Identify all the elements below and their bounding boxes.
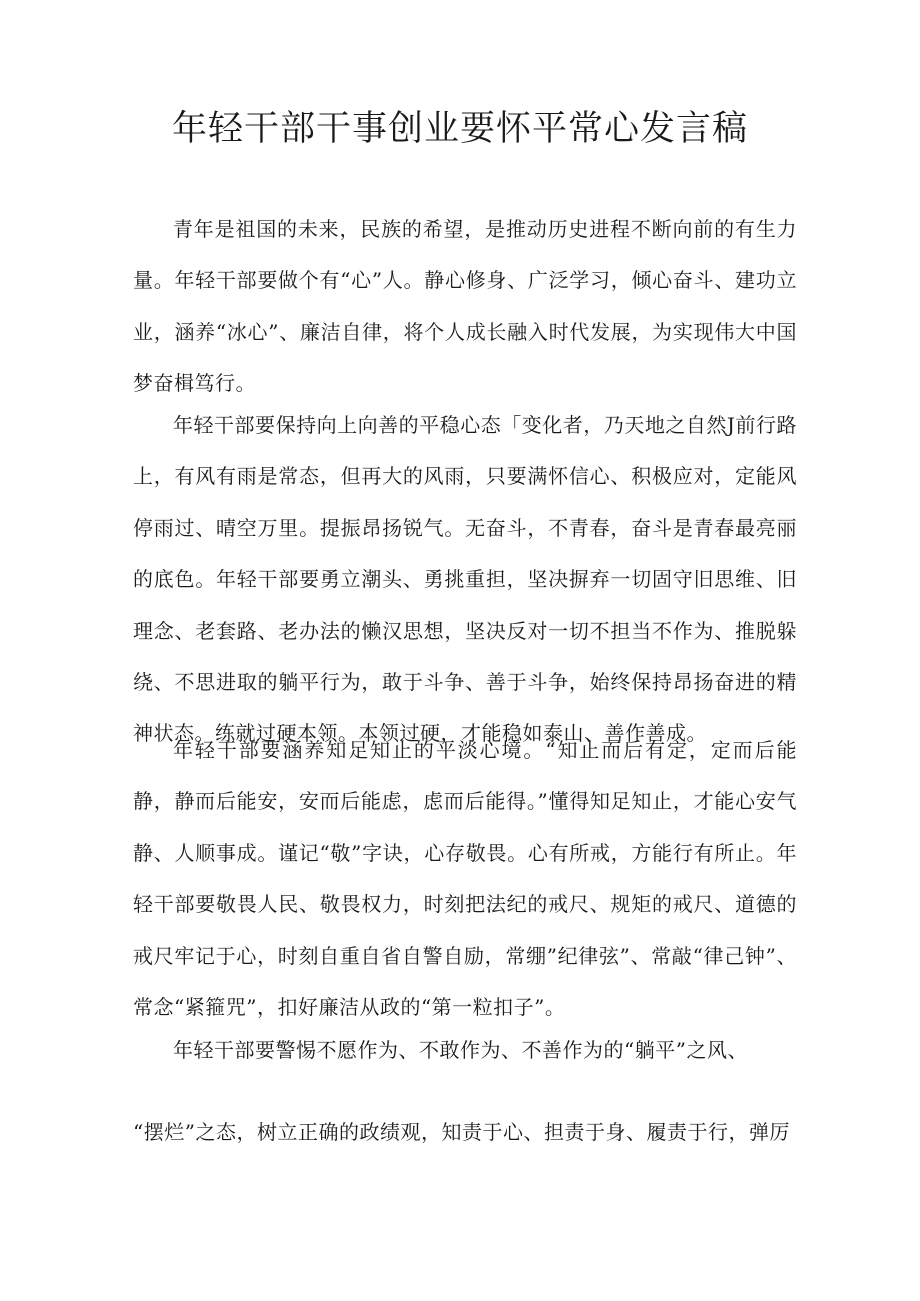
paragraph-5: “摆烂”之态，树立正确的政绩观，知责于心、担责于身、履责于行，弹厉 [133,1120,790,1144]
paragraph-4: 年轻干部要警惕不愿作为、不敢作为、不善作为的“躺平”之风、 [173,1038,748,1062]
document-title: 年轻干部干事创业要怀平常心发言稿 [171,109,748,149]
paragraph-2: 年轻干部要保持向上向善的平稳心态「变化者，乃天地之自然J前行路上，有风有雨是常态，但再大的风雨，只要满怀信心、积极应对，定能风停雨过、晴空万里。提振昂扬锐气。无奋斗，不青春，奋斗是青春最亮丽的底色。年轻干部要勇立潮头、勇挑重担，坚决摒弃一切固守旧思维、旧理念、老套路、老办法的懒汉思想，坚决反对一切不担当不作为、推脱躲绕、不思进取的躺平行为，敢于斗争、善于斗争，始终保持昂扬奋进的精神状态。练就过硬本领。本领过硬，才能稳如泰山、善作善成。 [133,413,797,746]
paragraph-1: 青年是祖国的未来，民族的希望，是推动历史进程不断向前的有生力量。年轻干部要做个有“心”人。静心修身、广泛学习，倾心奋斗、建功立业，涵养“冰心”、廉洁自律，将个人成长融入时代发展，为实现伟大中国梦奋楫笃行。 [133,217,797,396]
paragraph-3: 年轻干部要涵养知足知止的平淡心境。“知止而后有定，定而后能静，静而后能安，安而后能虑，虑而后能得。”懂得知足知止，才能心安气静、人顺事成。谨记“敬”字诀，心存敬畏。心有所戒，方能行有所止。年轻干部要敬畏人民、敬畏权力，时刻把法纪的戒尺、规矩的戒尺、道德的戒尺牢记于心，时刻自重自省自警自励，常绷”纪律弦”、常敲“律己钟”、常念“紧箍咒”，扣好廉洁从政的“第一粒扣子”。 [133,738,797,1020]
